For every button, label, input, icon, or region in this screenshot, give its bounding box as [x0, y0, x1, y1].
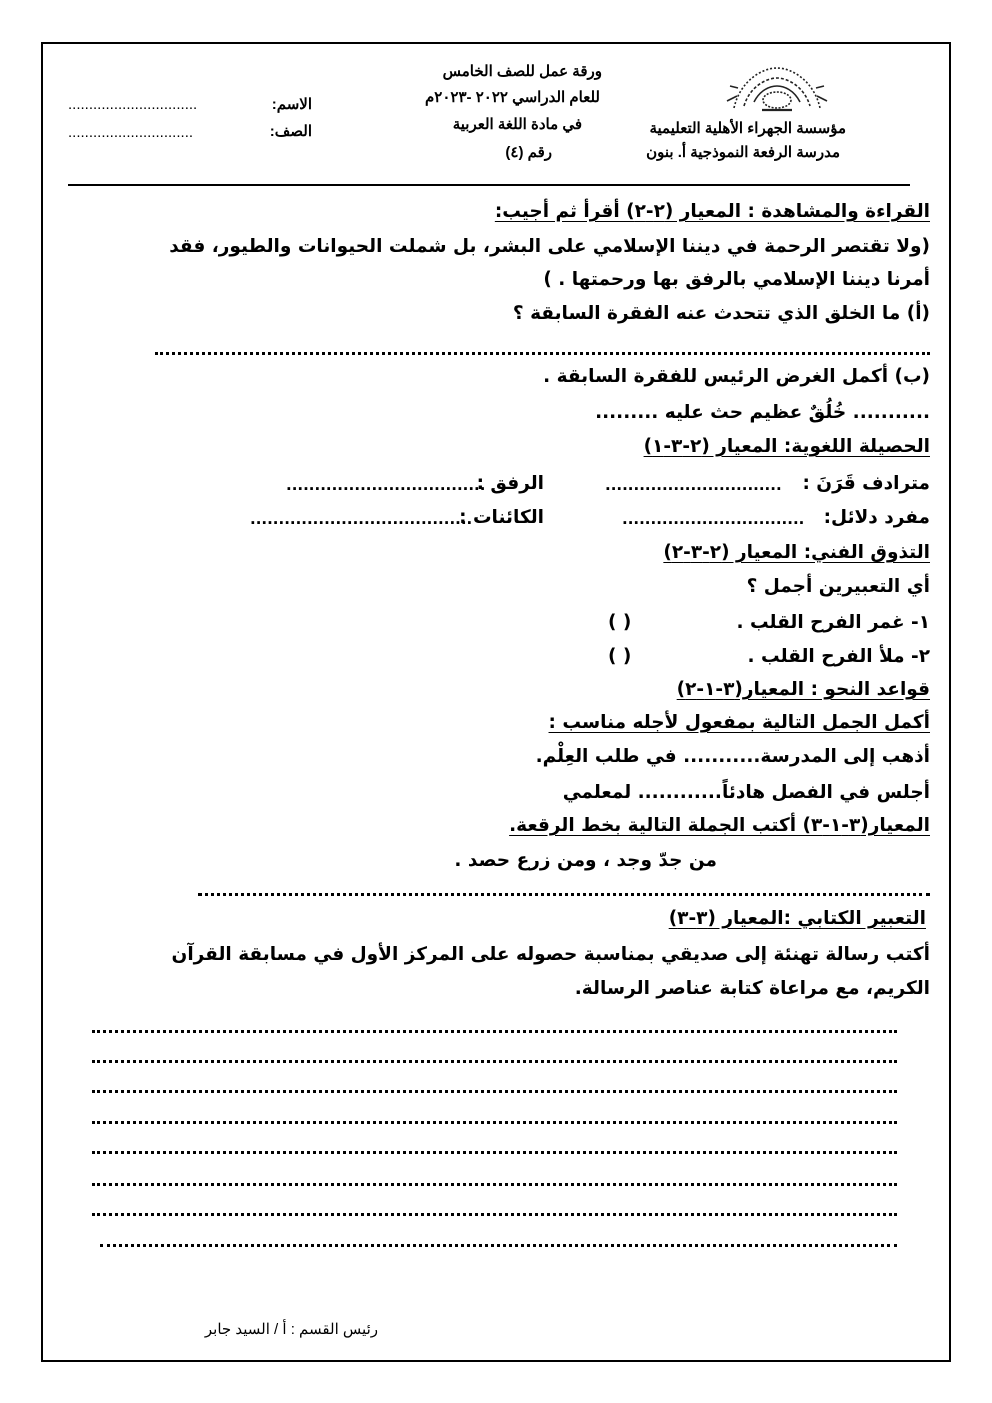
header-divider	[68, 184, 910, 186]
worksheet-number: رقم (٤)	[505, 144, 552, 161]
worksheet-title: ورقة عمل للصف الخامس	[442, 63, 602, 80]
answer-a-blank[interactable]	[155, 352, 930, 355]
writing-line[interactable]	[92, 1183, 897, 1186]
writing-heading: التعبير الكتابي :المعيار (٣-٣)	[668, 908, 926, 929]
passage-line-2: أمرنا ديننا الإسلامي بالرفق بها ورحمتها . )	[543, 269, 930, 290]
handwriting-heading: المعيار(٣-١-٣) أكتب الجملة التالية بخط الرقعة.	[509, 815, 930, 836]
writing-line[interactable]	[92, 1060, 897, 1063]
subject-line: في مادة اللغة العربية	[452, 116, 582, 133]
option-1: ١- غمر الفرح القلب .	[736, 612, 930, 633]
handwriting-sentence: من جدّ وجد ، ومن زرع حصد .	[454, 850, 717, 871]
question-b: (ب) أكمل الغرض الرئيس للفقرة السابقة .	[543, 366, 930, 387]
answer-b-line[interactable]: ........... خُلُقٌ عظيم حث عليه .........	[595, 402, 930, 423]
beings-blank[interactable]: .......................................	[250, 510, 473, 528]
school-org: مؤسسة الجهراء الأهلية التعليمية	[649, 120, 846, 137]
writing-line[interactable]	[92, 1213, 897, 1216]
grammar-sentence-1[interactable]: أذهب إلى المدرسة........... في طلب العِلْم.	[535, 746, 930, 767]
beings-label: الكائنات :	[459, 507, 544, 528]
option-2: ٢- ملأ الفرح القلب .	[747, 646, 930, 667]
writing-prompt-1: أكتب رسالة تهنئة إلى صديقي بمناسبة حصوله على المركز الأول في مسابقة القرآن	[171, 944, 930, 965]
artistic-heading: التذوق الفني: المعيار (٢-٣-٢)	[663, 542, 930, 563]
academic-year: للعام الدراسي ٢٠٢٢ -٢٠٢٣م	[425, 89, 600, 106]
rifq-blank[interactable]: ...................................	[286, 476, 486, 494]
class-label: الصف:	[269, 123, 312, 140]
rifq-label: الرفق :	[476, 473, 544, 494]
school-logo-icon	[722, 56, 832, 116]
class-field[interactable]: ..............................	[68, 124, 194, 141]
writing-line[interactable]	[92, 1090, 897, 1093]
artistic-question: أي التعبيرين أجمل ؟	[746, 576, 930, 597]
school-name: مدرسة الرفعة النموذجية أ. بنون	[646, 144, 840, 161]
grammar-instruction: أكمل الجمل التالية بمفعول لأجله مناسب :	[548, 712, 930, 733]
vocab-heading: الحصيلة اللغوية: المعيار (٢-٣-١)	[643, 436, 930, 457]
writing-line[interactable]	[92, 1151, 897, 1154]
writing-line[interactable]	[92, 1121, 897, 1124]
handwriting-blank[interactable]	[198, 893, 930, 896]
reading-heading: القراءة والمشاهدة : المعيار (٢-٢) أقرأ ثم أجيب:	[494, 201, 930, 222]
writing-line[interactable]	[92, 1030, 897, 1033]
grammar-sentence-2[interactable]: أجلس في الفصل هادئاً............ لمعلمي	[562, 782, 930, 803]
singular-blank[interactable]: ................................	[622, 510, 805, 528]
name-field[interactable]: ...............................	[68, 96, 198, 113]
passage-line-1: (ولا تقتصر الرحمة في ديننا الإسلامي على البشر، بل شملت الحيوانات والطيور، فقد	[169, 236, 930, 257]
name-label: الاسم:	[271, 96, 312, 113]
writing-prompt-2: الكريم، مع مراعاة كتابة عناصر الرسالة.	[574, 978, 930, 999]
grammar-heading: قواعد النحو : المعيار(٣-١-٢)	[676, 679, 930, 700]
synonym-blank[interactable]: ...............................	[605, 476, 782, 494]
option-1-bracket[interactable]: ( )	[608, 612, 632, 633]
department-head-signature: رئيس القسم : أ / السيد جابر	[204, 1321, 378, 1338]
writing-line[interactable]	[100, 1244, 897, 1247]
question-a: (أ) ما الخلق الذي تتحدث عنه الفقرة السابقة ؟	[512, 303, 930, 324]
option-2-bracket[interactable]: ( )	[608, 646, 632, 667]
singular-label: مفرد دلائل:	[823, 507, 930, 528]
synonym-label: مترادف قَرَنَ :	[802, 473, 930, 494]
